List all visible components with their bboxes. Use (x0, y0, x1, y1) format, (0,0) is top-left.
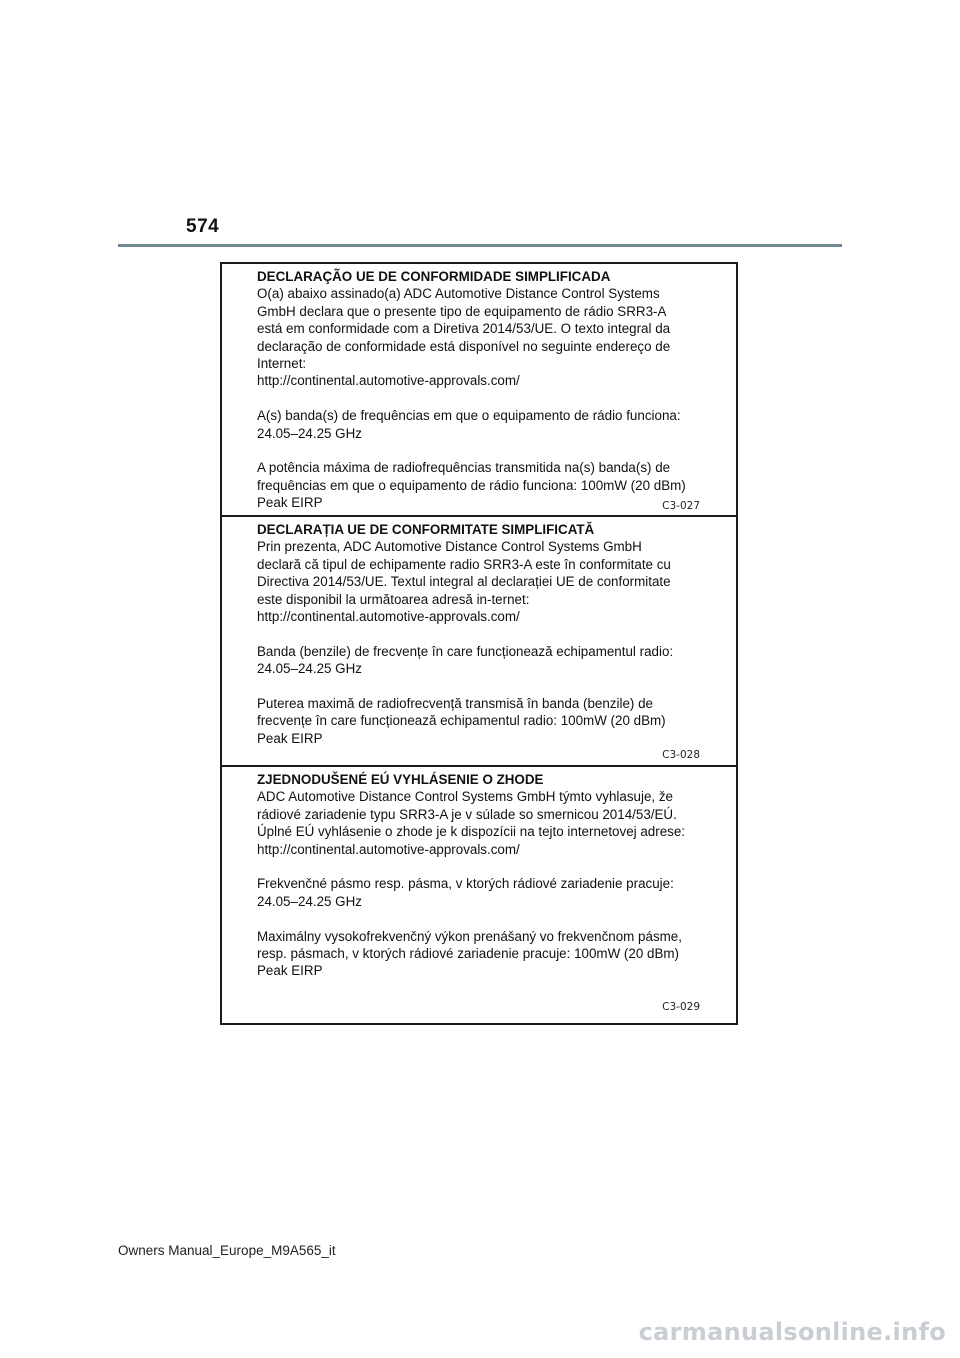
declaration-text-ro (257, 521, 727, 765)
page-number: 574 (186, 216, 220, 237)
footer-manual-id: Owners Manual_Europe_M9A565_it (118, 1243, 336, 1258)
text-line: frequências em que o equipamento de rádio funciona: 100mW (20 dBm) (257, 477, 686, 493)
declaration-section-pt (222, 264, 736, 517)
declaration-section-sk (222, 767, 736, 1023)
text-line: A(s) banda(s) de frequências em que o equipamento de rádio funciona: (257, 408, 681, 424)
text-line: O(a) abaixo assinado(a) ADC Automotive Distance Control Systems (257, 286, 660, 302)
declaration-text-sk (257, 771, 727, 997)
section-heading: DECLARAȚIA UE DE CONFORMITATE SIMPLIFICATĂ (257, 522, 595, 537)
text-line: Internet: (257, 356, 307, 372)
text-line: declaração de conformidade está disponível no seguinte endereço de (257, 338, 671, 354)
frequency-paragraph (257, 407, 727, 442)
frequency-value: 24.05–24.25 GHz (257, 425, 362, 441)
power-paragraph (257, 695, 727, 747)
text-line: Frekvenčné pásmo resp. pásma, v ktorých rádiové zariadenie pracuje: (257, 876, 674, 892)
text-line: este disponibil la următoarea adresă in-ternet: (257, 591, 530, 607)
text-line: Maximálny vysokofrekvenčný výkon prenášaný vo frekvenčnom pásme, (257, 928, 682, 944)
header-rule (118, 244, 842, 247)
text-line: A potência máxima de radiofrequências transmitida na(s) banda(s) de (257, 460, 671, 476)
declaration-paragraph (257, 268, 727, 390)
url-text: http://continental.automotive-approvals.com/ (257, 841, 520, 857)
declaration-text-pt (257, 268, 727, 529)
declaration-box (220, 262, 738, 1025)
section-code: C3-027 (662, 500, 700, 512)
declaration-paragraph (257, 521, 727, 625)
text-line: Peak EIRP (257, 963, 323, 979)
text-line: GmbH declara que o presente tipo de equipamento de rádio SRR3-A (257, 303, 667, 319)
power-paragraph (257, 459, 727, 511)
text-line: Puterea maximă de radiofrecvență transmisă în banda (benzile) de (257, 696, 653, 712)
url-text: http://continental.automotive-approvals.com/ (257, 373, 520, 389)
declaration-section-ro (222, 517, 736, 767)
section-heading: ZJEDNODUŠENÉ EÚ VYHLÁSENIE O ZHODE (257, 772, 544, 787)
frequency-value: 24.05–24.25 GHz (257, 893, 362, 909)
text-line: está em conformidade com a Diretiva 2014/53/UE. O texto integral da (257, 321, 671, 337)
section-code: C3-029 (662, 1001, 700, 1013)
text-line: rádiové zariadenie typu SRR3-A je v súlade so smernicou 2014/53/EÚ. (257, 806, 677, 822)
text-line: Úplné EÚ vyhlásenie o zhode je k dispozícii na tejto internetovej adrese: (257, 824, 686, 840)
text-line: Peak EIRP (257, 495, 323, 511)
section-heading: DECLARAÇÃO UE DE CONFORMIDADE SIMPLIFICADA (257, 269, 611, 284)
text-line: declară că tipul de echipamente radio SRR3-A este în conformitate cu (257, 556, 671, 572)
text-line: ADC Automotive Distance Control Systems GmbH týmto vyhlasuje, že (257, 789, 673, 805)
section-code: C3-028 (662, 749, 700, 761)
text-line: Banda (benzile) de frecvențe în care funcționează echipamentul radio: (257, 643, 674, 659)
power-paragraph (257, 928, 727, 980)
frequency-paragraph (257, 643, 727, 678)
frequency-value: 24.05–24.25 GHz (257, 661, 362, 677)
text-line: Prin prezenta, ADC Automotive Distance Control Systems GmbH (257, 539, 642, 555)
declaration-paragraph (257, 771, 727, 858)
text-line: frecvențe în care funcționează echipamentul radio: 100mW (20 dBm) (257, 713, 666, 729)
watermark-text: carmanualsonline.info (638, 1318, 946, 1346)
text-line: Directiva 2014/53/UE. Textul integral al declarației UE de conformitate (257, 574, 671, 590)
text-line: Peak EIRP (257, 730, 323, 746)
url-text: http://continental.automotive-approvals.com/ (257, 609, 520, 625)
frequency-paragraph (257, 875, 727, 910)
text-line: resp. pásmach, v ktorých rádiové zariadenie pracuje: 100mW (20 dBm) (257, 946, 679, 962)
